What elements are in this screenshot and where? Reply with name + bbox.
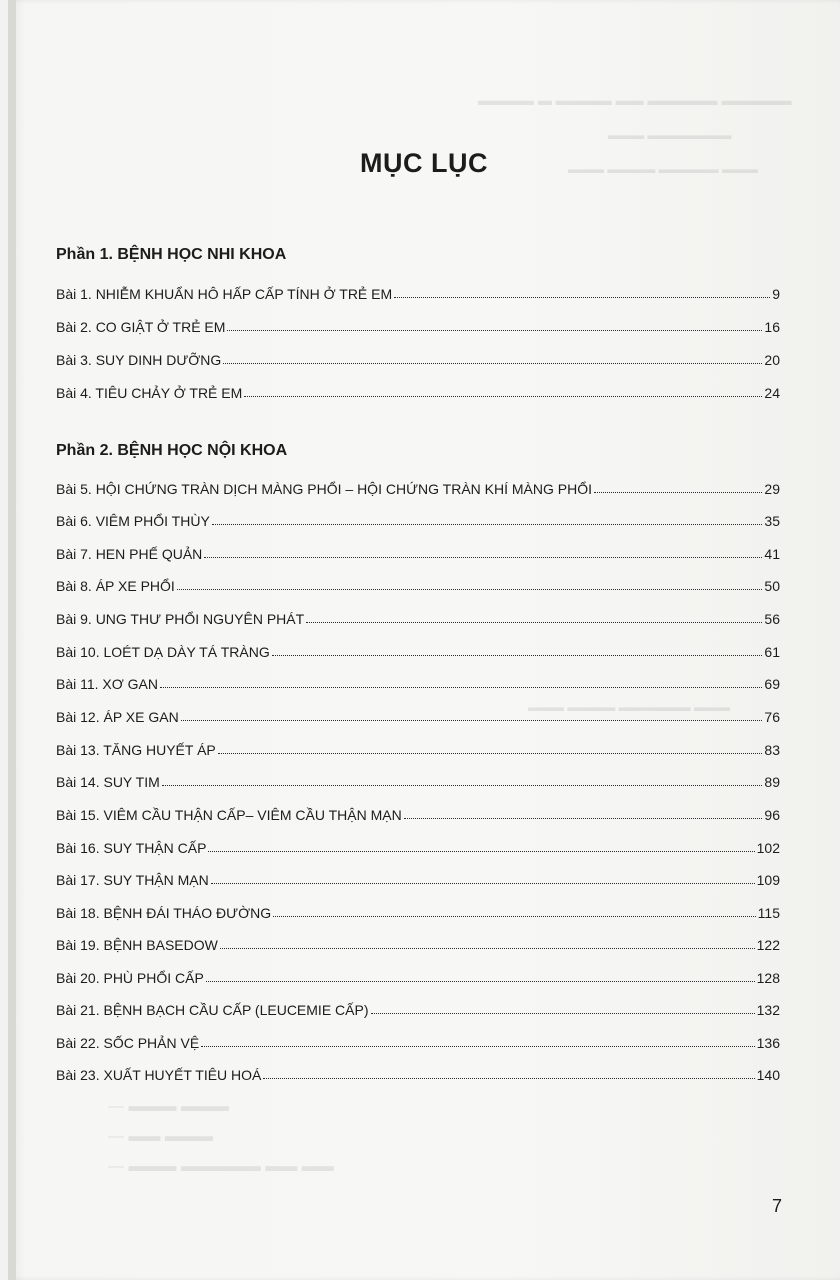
section-heading: Phần 2. BỆNH HỌC NỘI KHOA bbox=[56, 442, 288, 459]
dot-leader bbox=[208, 851, 754, 852]
toc-entry[interactable] bbox=[56, 346, 780, 368]
dot-leader bbox=[594, 492, 762, 493]
entry-page: 56 bbox=[764, 611, 780, 627]
toc-entry[interactable] bbox=[56, 379, 780, 401]
entry-page: 83 bbox=[764, 742, 780, 758]
entry-title: Bài 6. VIÊM PHỔI THÙY bbox=[56, 513, 210, 529]
toc-entry[interactable] bbox=[56, 1061, 780, 1083]
toc-entry[interactable] bbox=[56, 540, 780, 562]
toc-entry[interactable] bbox=[56, 313, 780, 335]
entry-title: Bài 9. UNG THƯ PHỔI NGUYÊN PHÁT bbox=[56, 611, 305, 627]
entry-title: Bài 12. ÁP XE GAN bbox=[56, 709, 179, 725]
entry-title: Bài 7. HEN PHẾ QUẢN bbox=[56, 546, 203, 562]
entry-title: Bài 3. SUY DINH DƯỠNG bbox=[56, 352, 222, 368]
entry-page: 109 bbox=[756, 872, 780, 888]
entry-page: 76 bbox=[764, 709, 780, 725]
entry-title: Bài 11. XƠ GAN bbox=[56, 676, 159, 692]
entry-title: Bài 16. SUY THẬN CẤP bbox=[56, 840, 207, 856]
dot-leader bbox=[218, 753, 763, 754]
toc-entry[interactable] bbox=[56, 996, 780, 1018]
entry-title: Bài 2. CO GIẬT Ở TRẺ EM bbox=[56, 319, 226, 335]
entry-title: Bài 8. ÁP XE PHỔI bbox=[56, 578, 175, 594]
entry-title: Bài 10. LOÉT DẠ DÀY TÁ TRÀNG bbox=[56, 644, 270, 660]
dot-leader bbox=[212, 524, 763, 525]
entry-page: 89 bbox=[764, 774, 780, 790]
dot-leader bbox=[181, 720, 763, 721]
toc-entry[interactable] bbox=[56, 670, 780, 692]
toc-entry[interactable] bbox=[56, 866, 780, 888]
entry-title: Bài 22. SỐC PHẢN VỆ bbox=[56, 1035, 200, 1051]
entry-page: 9 bbox=[772, 286, 780, 302]
entry-title: Bài 20. PHÙ PHỔI CẤP bbox=[56, 970, 204, 986]
dot-leader bbox=[306, 622, 762, 623]
show-through-text: ▬▬▬ ▬▬▬▬ ▬▬▬▬▬▬ ▬▬▬ bbox=[528, 700, 731, 714]
entry-page: 136 bbox=[756, 1035, 780, 1051]
toc-entry[interactable] bbox=[56, 899, 780, 921]
toc-entry[interactable] bbox=[56, 703, 780, 725]
toc-entry[interactable] bbox=[56, 931, 780, 953]
dot-leader bbox=[272, 655, 763, 656]
toc-entry[interactable] bbox=[56, 638, 780, 660]
dot-leader bbox=[223, 363, 762, 364]
dot-leader bbox=[273, 916, 756, 917]
dot-leader bbox=[263, 1078, 754, 1079]
entry-page: 140 bbox=[756, 1067, 780, 1083]
show-through-text: ▬▬▬ ▬▬▬▬ ▬▬▬▬▬ ▬▬▬ bbox=[568, 162, 759, 176]
show-through-text: ▬▬▬▬ ▬ ▬▬▬▬ ▬▬ ▬▬▬▬▬ ▬▬▬▬▬ bbox=[478, 92, 792, 108]
entry-page: 96 bbox=[764, 807, 780, 823]
section-heading: Phần 1. BỆNH HỌC NHI KHOA bbox=[56, 246, 287, 263]
dot-leader bbox=[394, 297, 770, 298]
show-through-text: — ▬▬▬ ▬▬▬▬▬ ▬▬ ▬▬ bbox=[108, 1158, 334, 1175]
entry-title: Bài 18. BỆNH ĐÁI THÁO ĐƯỜNG bbox=[56, 905, 272, 921]
dot-leader bbox=[206, 981, 755, 982]
entry-title: Bài 15. VIÊM CẦU THẬN CẤP– VIÊM CẦU THẬN MẠN bbox=[56, 807, 402, 823]
dot-leader bbox=[371, 1013, 755, 1014]
toc-entry[interactable] bbox=[56, 768, 780, 790]
toc-entry[interactable] bbox=[56, 834, 780, 856]
dot-leader bbox=[204, 557, 762, 558]
entry-page: 122 bbox=[756, 937, 780, 953]
dot-leader bbox=[201, 1046, 754, 1047]
entry-page: 20 bbox=[764, 352, 780, 368]
toc-entry[interactable] bbox=[56, 801, 780, 823]
entry-page: 128 bbox=[756, 970, 780, 986]
entry-title: Bài 23. XUẤT HUYẾT TIÊU HOÁ bbox=[56, 1067, 262, 1083]
entry-page: 102 bbox=[756, 840, 780, 856]
toc-entry[interactable] bbox=[56, 605, 780, 627]
entry-page: 61 bbox=[764, 644, 780, 660]
entry-page: 50 bbox=[764, 578, 780, 594]
toc-entry[interactable] bbox=[56, 475, 780, 497]
entry-title: Bài 17. SUY THẬN MẠN bbox=[56, 872, 209, 888]
toc-entry[interactable] bbox=[56, 507, 780, 529]
dot-leader bbox=[162, 785, 763, 786]
entry-title: Bài 5. HỘI CHỨNG TRÀN DỊCH MÀNG PHỔI – HỘI CHỨNG TRÀN KHÍ MÀNG PHỔI bbox=[56, 481, 593, 497]
dot-leader bbox=[220, 948, 755, 949]
toc-entry[interactable] bbox=[56, 1029, 780, 1051]
entry-title: Bài 1. NHIỄM KHUẨN HÔ HẤP CẤP TÍNH Ở TRẺ EM bbox=[56, 286, 393, 302]
dot-leader bbox=[211, 883, 755, 884]
dot-leader bbox=[177, 589, 763, 590]
page-binding-edge bbox=[8, 0, 16, 1280]
dot-leader bbox=[404, 818, 763, 819]
entry-page: 35 bbox=[764, 513, 780, 529]
toc-entry[interactable] bbox=[56, 572, 780, 594]
entry-title: Bài 21. BỆNH BẠCH CẦU CẤP (LEUCEMIE CẤP) bbox=[56, 1002, 369, 1018]
entry-title: Bài 19. BỆNH BASEDOW bbox=[56, 937, 218, 953]
entry-page: 115 bbox=[757, 905, 780, 921]
show-through-text: ▬▬▬ ▬▬▬▬▬▬▬ bbox=[608, 128, 732, 142]
entry-title: Bài 13. TĂNG HUYẾT ÁP bbox=[56, 742, 216, 758]
entry-title: Bài 4. TIÊU CHẢY Ở TRẺ EM bbox=[56, 385, 243, 401]
entry-title: Bài 14. SUY TIM bbox=[56, 774, 160, 790]
dot-leader bbox=[227, 330, 762, 331]
page-title: MỤC LỤC bbox=[360, 148, 488, 178]
page-number: 7 bbox=[772, 1196, 783, 1216]
document-page bbox=[8, 0, 840, 1280]
dot-leader bbox=[244, 396, 762, 397]
entry-page: 24 bbox=[764, 385, 780, 401]
entry-page: 41 bbox=[764, 546, 780, 562]
show-through-text: — ▬▬ ▬▬▬ bbox=[108, 1128, 213, 1145]
entry-page: 69 bbox=[764, 676, 780, 692]
entry-page: 16 bbox=[764, 319, 780, 335]
entry-page: 29 bbox=[764, 481, 780, 497]
entry-page: 132 bbox=[756, 1002, 780, 1018]
toc-entry[interactable] bbox=[56, 964, 780, 986]
show-through-text: — ▬▬▬ ▬▬▬ bbox=[108, 1098, 229, 1115]
toc-entry[interactable] bbox=[56, 736, 780, 758]
toc-entry[interactable] bbox=[56, 280, 780, 302]
dot-leader bbox=[160, 687, 762, 688]
